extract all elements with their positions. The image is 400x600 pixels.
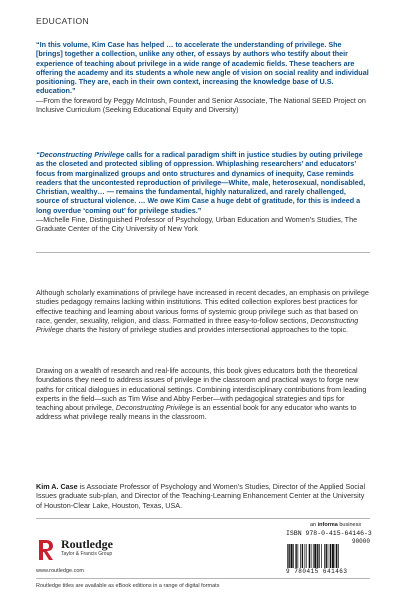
quote-1-text: “In this volume, Kim Case has helped … to accelerate the understanding of privilege. She [brings] together a collection, unlike any other, of essays by authors who testify about their experience of teaching about privilege in a wide range of academic fields. These teachers are offering the academy and its students a whole new angle of vision on social reality and individual positioning. They are, each in their own context, increasing the knowledge base of U.S. education.”	[36, 40, 369, 96]
barcode-block	[286, 530, 370, 576]
publisher-name: Routledge	[61, 537, 113, 551]
divider-top	[36, 252, 370, 253]
quote-2-book-title: “Deconstructing Privilege	[36, 150, 125, 159]
description-1-text-a: Although scholarly examinations of privilege have increased in recent decades, an emphasis on privilege studies pedagogy remains lacking within institutions. This edited collection explores best practices for effective teaching and learning about various forms of systemic group privilege such as that based on race, gender, sexuality, religion, and class. Formatted in three easy-to-follow sections,	[36, 288, 369, 325]
divider-middle	[36, 518, 370, 519]
ebook-note: Routledge titles are available as eBook editions in a range of digital formats	[36, 583, 220, 589]
category-label: EDUCATION	[36, 16, 90, 26]
publisher-group: Taylor & Francis Group	[61, 551, 113, 557]
quote-2-body: calls for a radical paradigm shift in justice studies by outing privilege as the closeted and protected sibling of oppression. Whiplashing researchers’ and educators’ focus from marginalized groups and onto structures and dynamics of inequity, Case reminds readers that the uncontested reproduction of privilege—White, male, heterosexual, nondisabled, Christian, wealthy… — remains the fundamental, highly naturalized, and rarely challenged, source of structural violence. … We owe Kim Case a huge debt of gratitude, for this is indeed a long overdue ‘coming out’ for privilege studies.”	[36, 150, 366, 215]
price-code: 90000	[351, 538, 370, 545]
quote-2-text	[36, 150, 365, 215]
author-bio	[36, 482, 370, 510]
routledge-r-icon	[36, 536, 56, 562]
description-paragraph-1	[36, 288, 370, 334]
informa-name: informa	[317, 522, 338, 528]
author-name: Kim A. Case	[36, 482, 78, 491]
author-bio-text: is Associate Professor of Psychology and Women’s Studies, Director of the Applied Social Issues graduate sub-plan, and Director of the Teaching-Learning Enhancement Center at the University of Houston-Clear Lake, Houston, Texas, USA.	[36, 482, 366, 510]
endorsement-quote-1	[36, 40, 370, 114]
quote-1-attribution: —From the foreword by Peggy McIntosh, Founder and Senior Associate, The National SEED Project on Inclusive Curriculum (Seeking Educational Equity and Diversity)	[36, 95, 366, 115]
divider-bottom	[36, 578, 370, 579]
description-2-text-a: Drawing on a wealth of research and real-life accounts, this book gives educators both the theoretical foundations they need to address issues of privilege in the classroom and practical ways to forge new paths for critical dialogues in educational settings. Combining interdisciplinary contributions from leading experts in the field—such as Tim Wise and Abby Ferber—with pedagogical strategies and tips for teaching about privilege,	[36, 366, 367, 413]
description-1-text-b: charts the history of privilege studies and provides intersectional approaches to the topic.	[63, 325, 349, 335]
barcode-bars	[286, 544, 370, 568]
informa-business-label	[310, 522, 361, 528]
barcode-number: 9 780415 641463	[286, 568, 348, 575]
isbn-text: ISBN 978-0-415-64146-3	[286, 530, 372, 537]
informa-suffix: business	[337, 522, 362, 528]
description-2-book-title: Deconstructing Privilege	[115, 403, 194, 413]
endorsement-quote-2	[36, 150, 370, 234]
quote-2-attribution: —Michelle Fine, Distinguished Professor of Psychology, Urban Education and Women’s Studies, The Graduate Center of the City University of New York	[36, 215, 358, 234]
publisher-url[interactable]: www.routledge.com	[36, 568, 84, 574]
routledge-logo	[36, 536, 166, 566]
description-paragraph-2	[36, 366, 370, 422]
description-2-text-b: is an essential book for any educator who wants to address what privilege really means in the classroom.	[36, 403, 357, 422]
description-1-book-title: Deconstructing Privilege	[36, 315, 359, 335]
informa-prefix: an	[310, 522, 318, 528]
